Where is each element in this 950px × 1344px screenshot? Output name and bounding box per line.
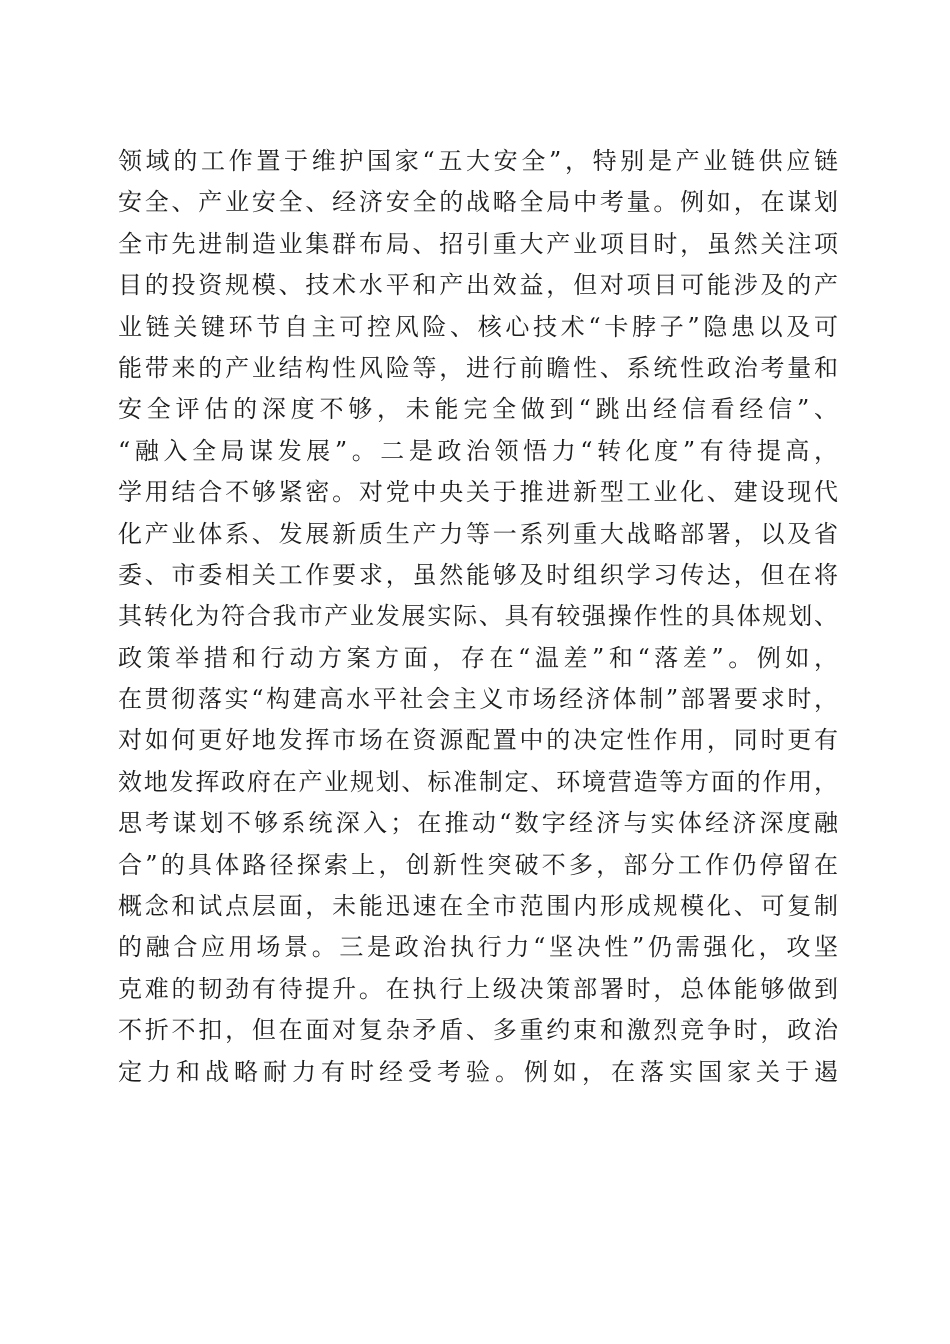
text-line: 领域的工作置于维护国家“五大安全”，特别是产业链供应链 — [118, 147, 838, 175]
text-line: 化产业体系、发展新质生产力等一系列重大战略部署，以及省 — [118, 519, 838, 548]
text-line: 合”的具体路径探索上，创新性突破不多，部分工作仍停留在 — [118, 850, 838, 879]
text-line: 在贯彻落实“构建高水平社会主义市场经济体制”部署要求时， — [118, 685, 838, 714]
text-line: 对如何更好地发挥市场在资源配置中的决定性作用，同时更有 — [118, 726, 838, 755]
text-line: “融入全局谋发展”。二是政治领悟力“转化度”有待提高， — [118, 436, 838, 465]
text-line: 的融合应用场景。三是政治执行力“坚决性”仍需强化，攻坚 — [118, 933, 838, 962]
text-line: 概念和试点层面，未能迅速在全市范围内形成规模化、可复制 — [118, 892, 838, 921]
text-line: 克难的韧劲有待提升。在执行上级决策部署时，总体能够做到 — [118, 974, 838, 1003]
text-line: 效地发挥政府在产业规划、标准制定、环境营造等方面的作用， — [118, 767, 838, 796]
text-line: 不折不扣，但在面对复杂矛盾、多重约束和激烈竞争时，政治 — [118, 1016, 838, 1045]
text-line: 安全评估的深度不够，未能完全做到“跳出经信看经信”、 — [118, 395, 838, 424]
text-line: 安全、产业安全、经济安全的战略全局中考量。例如，在谋划 — [118, 188, 838, 217]
text-line: 定力和战略耐力有时经受考验。例如，在落实国家关于遏 — [118, 1057, 838, 1086]
text-line: 能带来的产业结构性风险等，进行前瞻性、系统性政治考量和 — [118, 353, 838, 382]
text-line: 其转化为符合我市产业发展实际、具有较强操作性的具体规划、 — [118, 602, 838, 631]
text-line: 学用结合不够紧密。对党中央关于推进新型工业化、建设现代 — [118, 478, 838, 507]
text-line: 思考谋划不够系统深入；在推动“数字经济与实体经济深度融 — [118, 809, 838, 838]
text-line: 业链关键环节自主可控风险、核心技术“卡脖子”隐患以及可 — [118, 312, 838, 341]
text-line: 全市先进制造业集群布局、招引重大产业项目时，虽然关注项 — [118, 229, 838, 258]
body-text — [118, 141, 838, 1093]
text-line: 政策举措和行动方案方面，存在“温差”和“落差”。例如， — [118, 643, 838, 672]
text-line: 委、市委相关工作要求，虽然能够及时组织学习传达，但在将 — [118, 560, 838, 589]
text-line: 目的投资规模、技术水平和产出效益，但对项目可能涉及的产 — [118, 271, 838, 300]
